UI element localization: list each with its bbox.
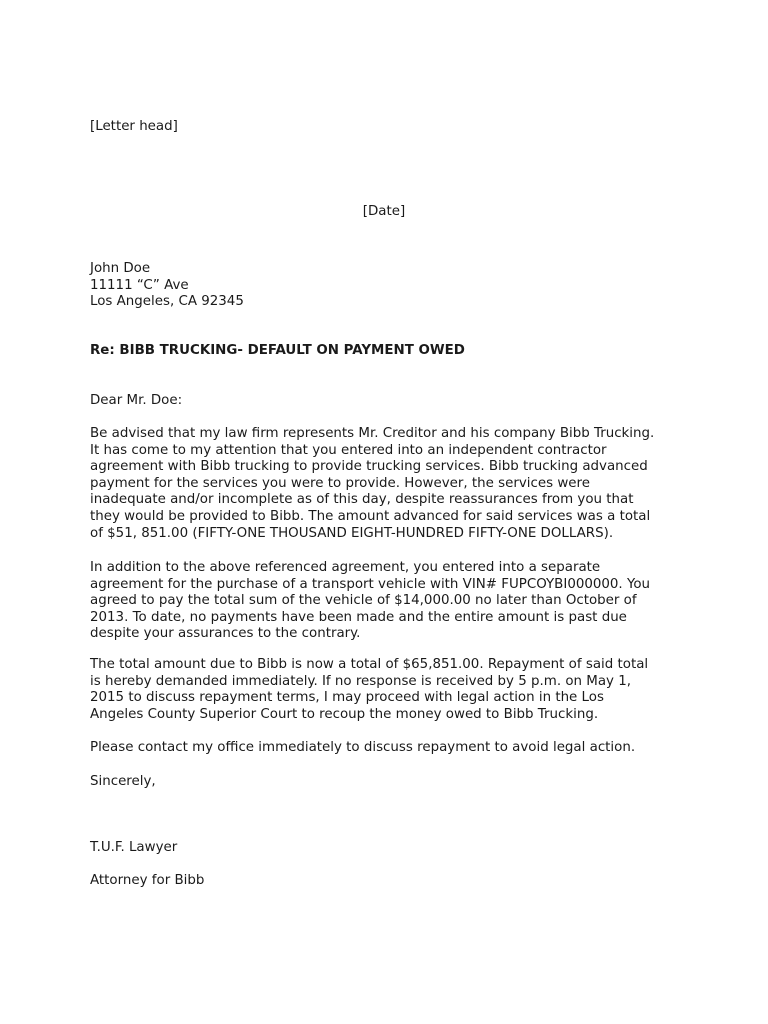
paragraph-line: agreement for the purchase of a transport vehicle with VIN# FUPCOYBI000000. You	[90, 576, 651, 592]
paragraph-line: is hereby demanded immediately. If no response is received by 5 p.m. on May 1,	[90, 673, 631, 689]
paragraph-line: of $51, 851.00 (FIFTY-ONE THOUSAND EIGHT-HUNDRED FIFTY-ONE DOLLARS).	[90, 525, 614, 541]
body-paragraph-1	[90, 426, 690, 542]
body-paragraph-4	[90, 740, 690, 757]
paragraph-line: inadequate and/or incomplete as of this day, despite reassurances from you that	[90, 492, 634, 508]
letterhead-placeholder: [Letter head]	[90, 119, 178, 134]
paragraph-line: 2013. To date, no payments have been made and the entire amount is past due	[90, 609, 627, 625]
paragraph-line: despite your assurances to the contrary.	[90, 626, 361, 642]
paragraph-line: Please contact my office immediately to discuss repayment to avoid legal action.	[90, 740, 636, 755]
recipient-address	[90, 261, 690, 311]
paragraph-line: payment for the services you were to provide. However, the services were	[90, 475, 590, 491]
signer-title: Attorney for Bibb	[90, 873, 205, 888]
paragraph-line: agreed to pay the total sum of the vehicle of $14,000.00 no later than October of	[90, 593, 637, 609]
paragraph-line: It has come to my attention that you entered into an independent contractor	[90, 442, 607, 458]
closing: Sincerely,	[90, 774, 156, 789]
recipient-street: 11111 “C” Ave	[90, 277, 189, 293]
subject-line: Re: BIBB TRUCKING- DEFAULT ON PAYMENT OWED	[90, 343, 465, 358]
body-paragraph-2	[90, 560, 690, 643]
paragraph-line: agreement with Bibb trucking to provide trucking services. Bibb trucking advanced	[90, 459, 648, 475]
paragraph-line: they would be provided to Bibb. The amount advanced for said services was a total	[90, 508, 651, 524]
paragraph-line: Be advised that my law firm represents Mr. Creditor and his company Bibb Trucking.	[90, 426, 655, 441]
signer-name: T.U.F. Lawyer	[90, 840, 178, 855]
salutation: Dear Mr. Doe:	[90, 393, 183, 408]
recipient-name: John Doe	[90, 261, 151, 276]
paragraph-line: Angeles County Superior Court to recoup the money owed to Bibb Trucking.	[90, 706, 599, 722]
body-paragraph-3	[90, 657, 690, 723]
paragraph-line: The total amount due to Bibb is now a total of $65,851.00. Repayment of said total	[90, 657, 649, 672]
paragraph-line: 2015 to discuss repayment terms, I may proceed with legal action in the Los	[90, 690, 604, 706]
date-placeholder: [Date]	[362, 204, 406, 219]
recipient-city-state-zip: Los Angeles, CA 92345	[90, 294, 244, 310]
paragraph-line: In addition to the above referenced agreement, you entered into a separate	[90, 560, 601, 575]
